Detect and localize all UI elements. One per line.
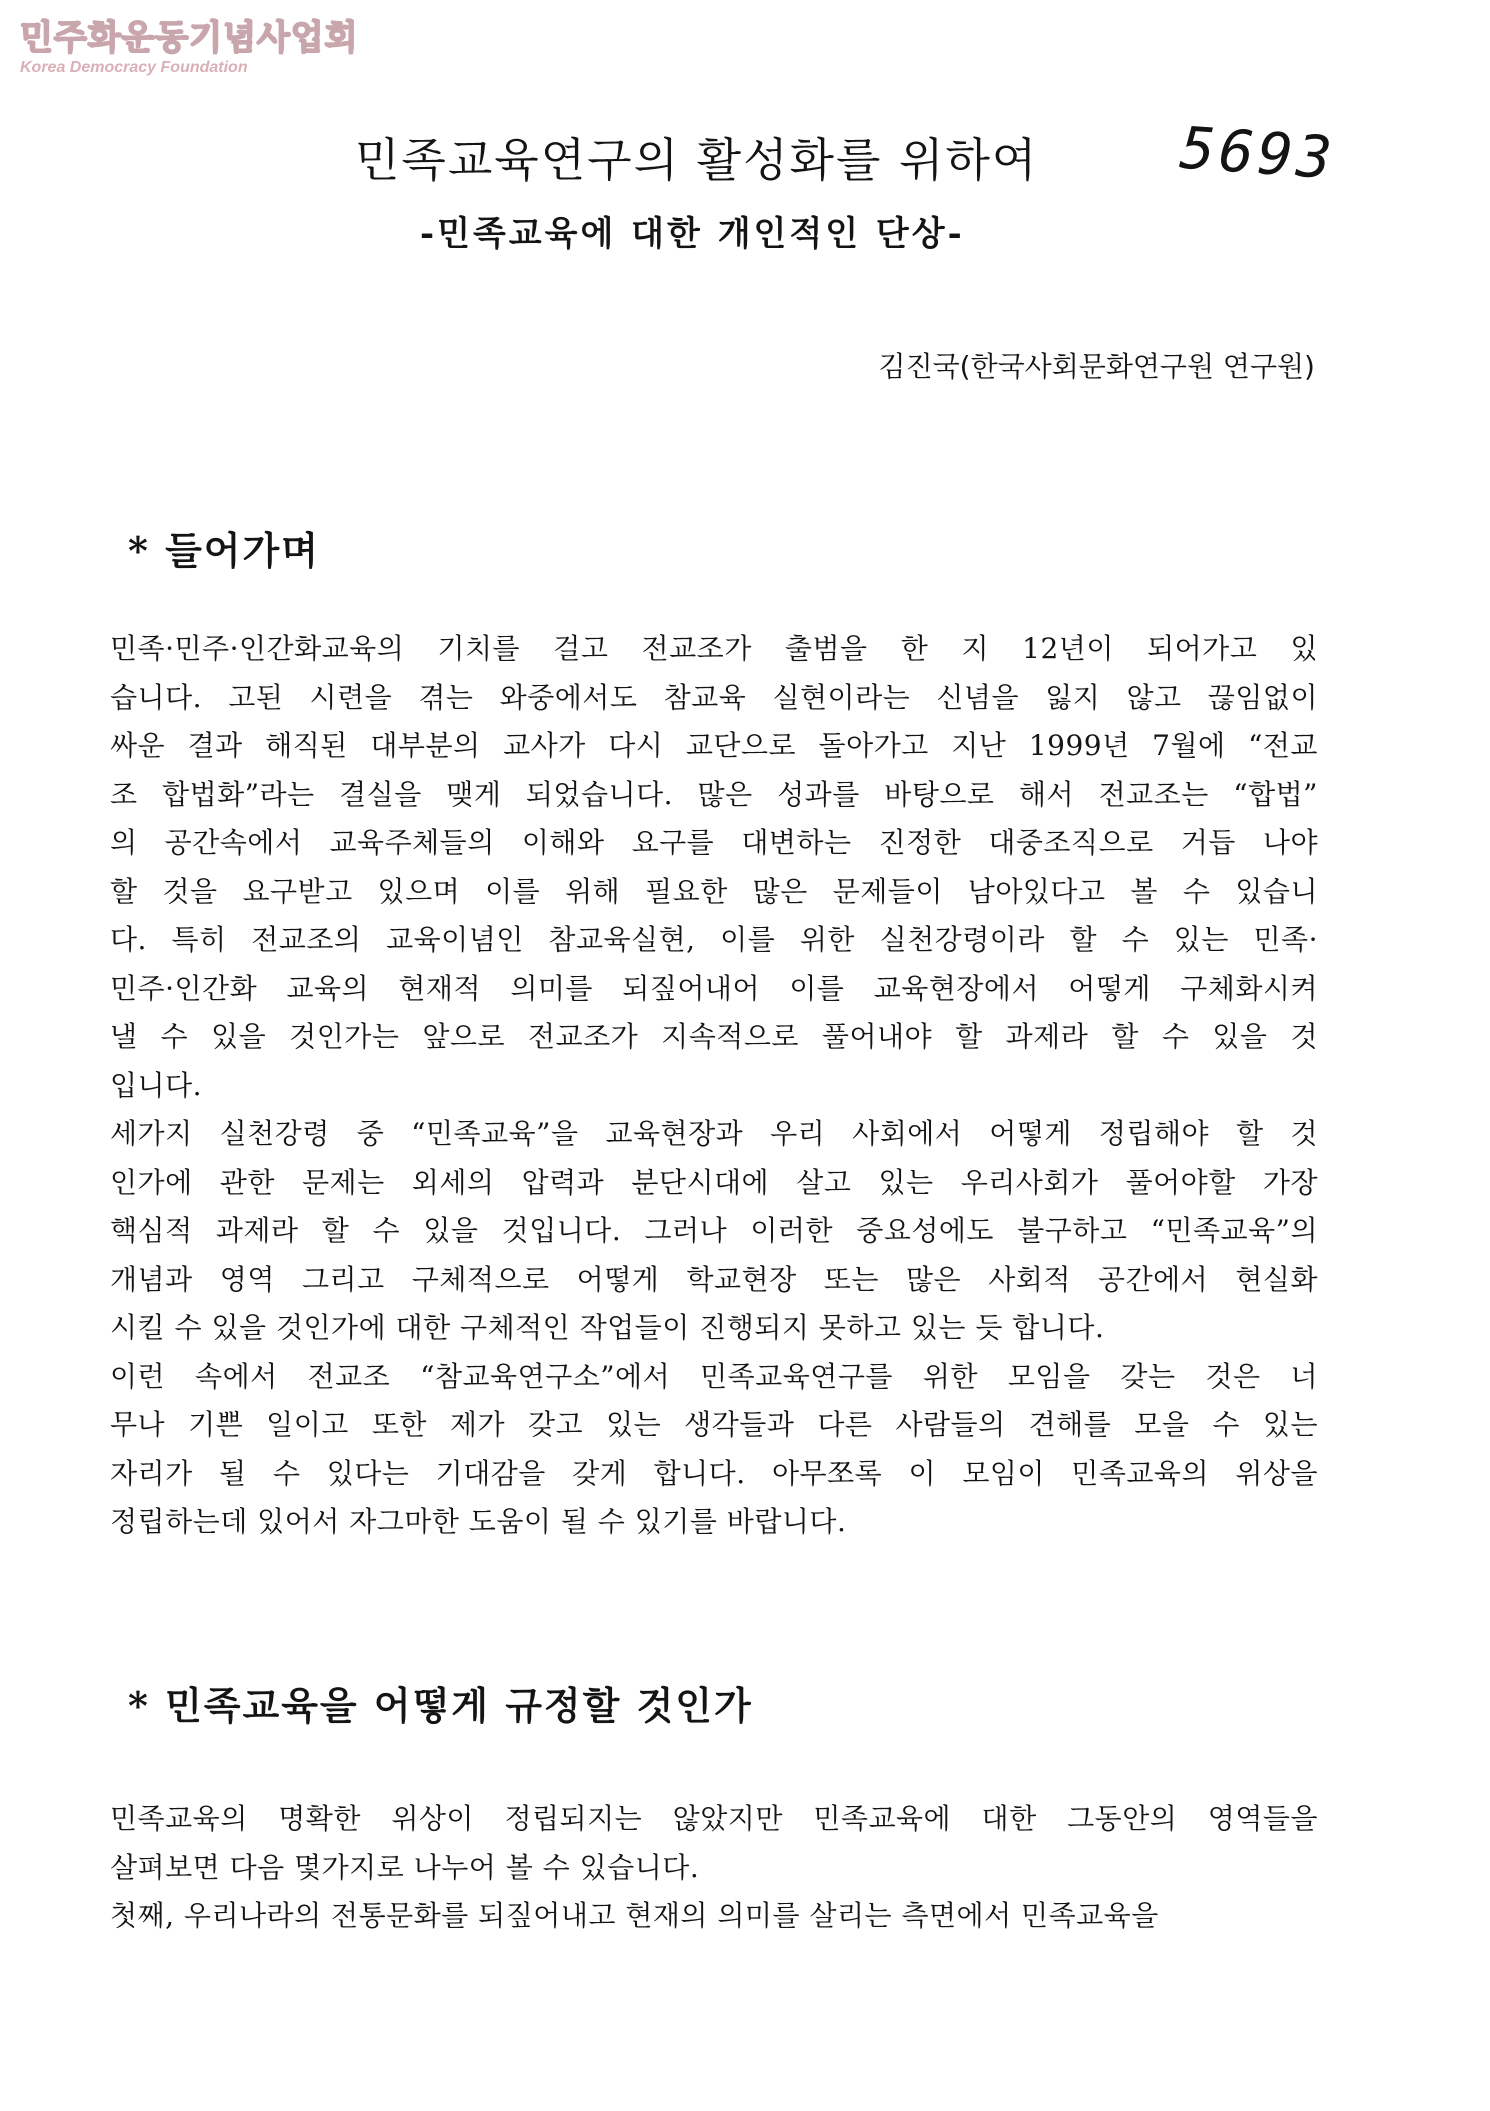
document-subtitle: -민족교육에 대한 개인적인 단상- [420, 214, 965, 254]
document-title: 민족교육연구의 활성화를 위하여 [355, 133, 1039, 187]
text-line: 세가지 실천강령 중 “민족교육”을 교육현장과 우리 사회에서 어떻게 정립해야 할 것 [110, 1117, 1318, 1150]
text-line: 조 합법화”라는 결실을 맺게 되었습니다. 많은 성과를 바탕으로 해서 전교조는 “합법” [110, 777, 1318, 811]
text-line: 의 공간속에서 교육주체들의 이해와 요구를 대변하는 진정한 대중조직으로 거듭 나야 [110, 826, 1318, 859]
text-line: 민족교육의 명확한 위상이 정립되지는 않았지만 민족교육에 대한 그동안의 영역들을 [110, 1802, 1318, 1835]
text-line: 싸운 결과 해직된 대부분의 교사가 다시 교단으로 돌아가고 지난 1999년 7월에 “전교 [110, 729, 1318, 762]
text-line: 할 것을 요구받고 있으며 이를 위해 필요한 많은 문제들이 남아있다고 볼 수 있습니 [110, 874, 1318, 908]
text-line: 개념과 영역 그리고 구체적으로 어떻게 학교현장 또는 많은 사회적 공간에서 현실화 [110, 1262, 1318, 1296]
text-line: 자리가 될 수 있다는 기대감을 갖게 합니다. 아무쪼록 이 모임이 민족교육의 위상을 [110, 1456, 1318, 1490]
watermark-korean-name: 민주화운동기념사업회 [20, 18, 359, 58]
text-line: 다. 특히 전교조의 교육이념인 참교육실현, 이를 위한 실천강령이라 할 수 있는 민족· [110, 923, 1318, 956]
text-line: 첫째, 우리나라의 전통문화를 되짚어내고 현재의 의미를 살리는 측면에서 민족교육을 [110, 1899, 1159, 1932]
text-line: 무나 기쁜 일이고 또한 제가 갖고 있는 생각들과 다른 사람들의 견해를 모을 수 있는 [110, 1408, 1318, 1441]
text-line: 습니다. 고된 시련을 겪는 와중에서도 참교육 실현이라는 신념을 잃지 않고 끊임없이 [110, 680, 1318, 714]
text-line: 민주·인간화 교육의 현재적 의미를 되짚어내어 이를 교육현장에서 어떻게 구체화시켜 [110, 971, 1318, 1005]
text-line: 민족·민주·인간화교육의 기치를 걸고 전교조가 출범을 한 지 12년이 되어가고 있 [110, 632, 1318, 665]
author-line: 김진국(한국사회문화연구원 연구원) [878, 350, 1315, 383]
section-body-intro [110, 625, 1318, 1547]
section-heading-definition: * 민족교육을 어떻게 규정할 것인가 [128, 1683, 753, 1728]
handwritten-doc-number: 5693 [1177, 113, 1338, 193]
text-line: 인가에 관한 문제는 외세의 압력과 분단시대에 살고 있는 우리사회가 풀어야할 가장 [110, 1165, 1318, 1199]
text-line: 살펴보면 다음 몇가지로 나누어 볼 수 있습니다. [110, 1850, 700, 1884]
watermark-english-name: Korea Democracy Foundation [20, 59, 248, 76]
text-line: 낼 수 있을 것인가는 앞으로 전교조가 지속적으로 풀어내야 할 과제라 할 수 있을 것 [110, 1020, 1318, 1053]
text-line: 핵심적 과제라 할 수 있을 것입니다. 그러나 이러한 중요성에도 불구하고 “민족교육”의 [110, 1214, 1318, 1247]
section-body-definition [110, 1795, 1318, 1941]
text-line: 정립하는데 있어서 자그마한 도움이 될 수 있기를 바랍니다. [110, 1505, 847, 1538]
text-line: 이런 속에서 전교조 “참교육연구소”에서 민족교육연구를 위한 모임을 갖는 것은 너 [110, 1359, 1318, 1393]
watermark-logo [20, 18, 359, 78]
text-line: 입니다. [110, 1068, 203, 1102]
section-heading-intro: * 들어가며 [128, 528, 320, 573]
text-line: 시킬 수 있을 것인가에 대한 구체적인 작업들이 진행되지 못하고 있는 듯 합니다. [110, 1311, 1105, 1344]
